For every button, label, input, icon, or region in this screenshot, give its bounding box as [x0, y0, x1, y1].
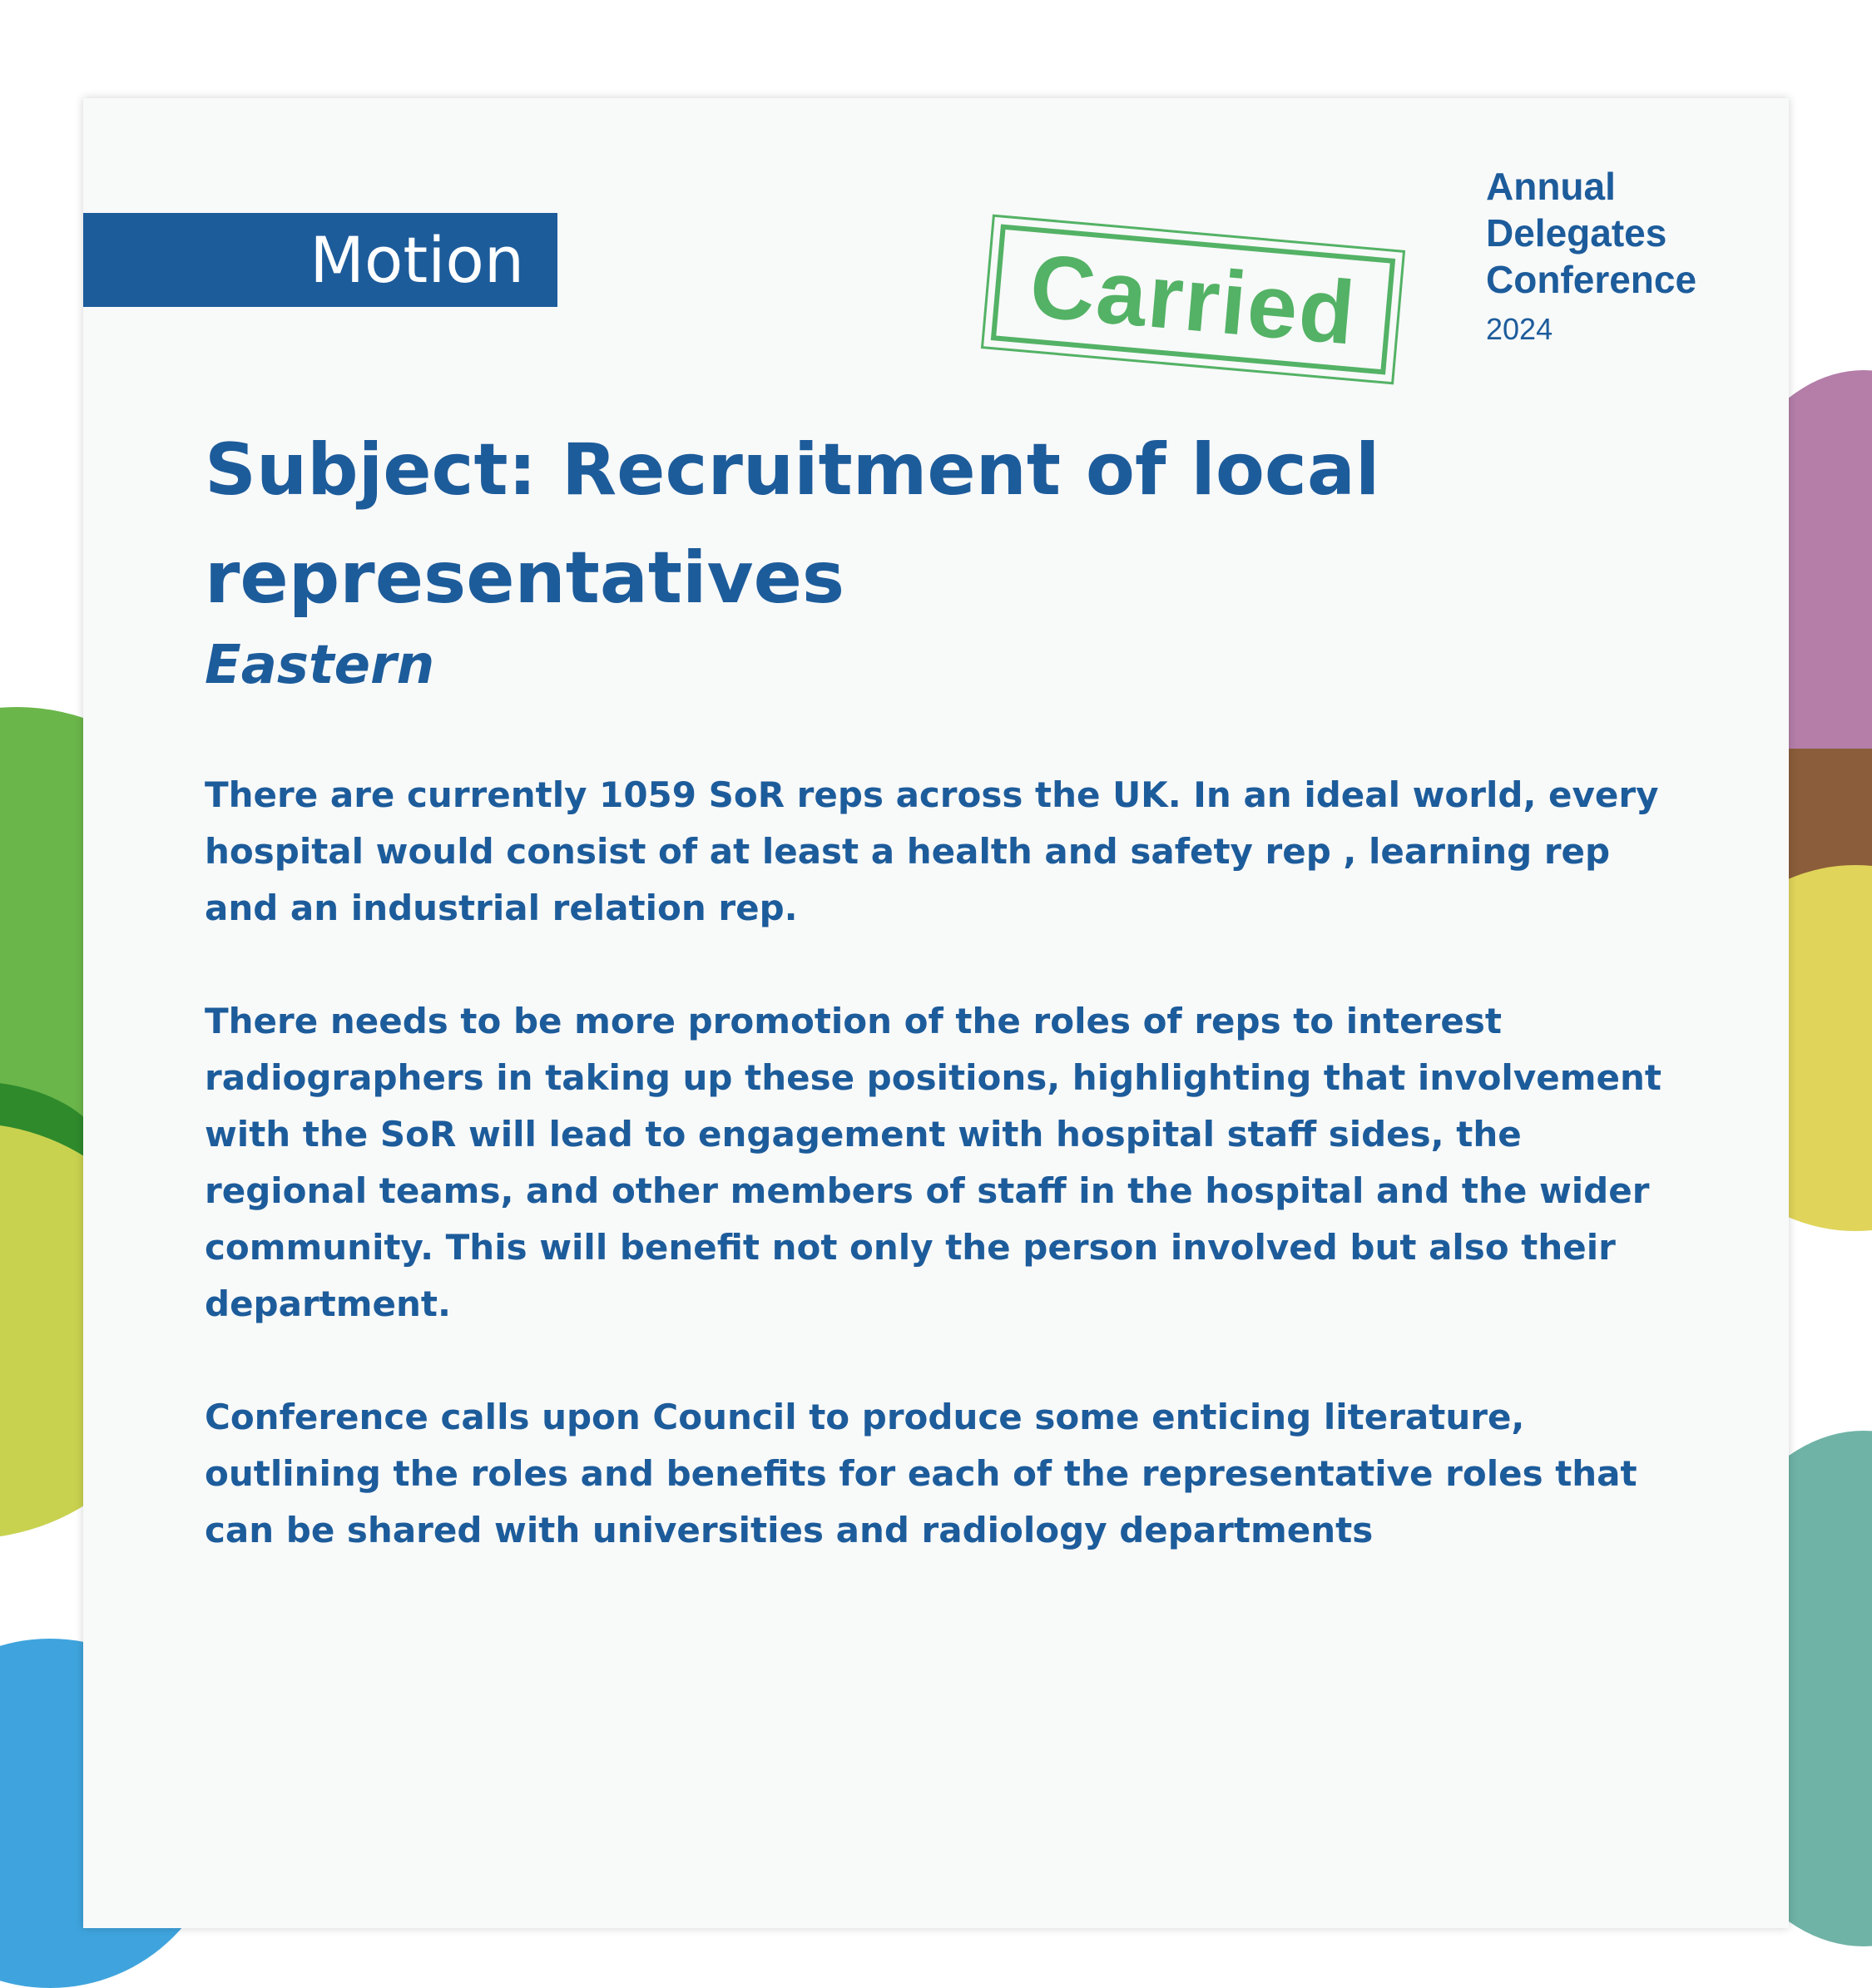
motion-content — [205, 416, 1694, 1559]
region-name: Eastern — [205, 635, 435, 696]
conference-logo-year: 2024 — [1486, 312, 1553, 346]
conference-logo — [1486, 163, 1696, 349]
conference-logo-line2: Delegates — [1486, 211, 1667, 255]
motion-paragraph: Conference calls upon Council to produce some enticing literature, outlining the roles and benefits for each of the representative roles that can be shared with universities and radiology departments — [205, 1397, 1637, 1550]
carried-stamp-text: Carried — [1026, 235, 1360, 363]
subject-title: Subject: Recruitment of local representatives — [205, 428, 1380, 620]
conference-logo-line1: Annual — [1486, 165, 1616, 208]
motion-banner — [83, 213, 557, 307]
conference-logo-line3: Conference — [1486, 258, 1697, 301]
motion-paragraph: There needs to be more promotion of the roles of reps to interest radiographers in taking up these positions, highlighting that involvement with the SoR will lead to engagement with hospital staff sides, the regional teams, and other members of staff in the hospital and the wider community. This will benefit not only the person involved but also their department. — [205, 1001, 1662, 1324]
motion-paragraph: There are currently 1059 SoR reps across the UK. In an ideal world, every hospital would consist of at least a health and safety rep , learning rep and an industrial relation rep. — [205, 774, 1659, 928]
motion-banner-label: Motion — [310, 223, 524, 297]
